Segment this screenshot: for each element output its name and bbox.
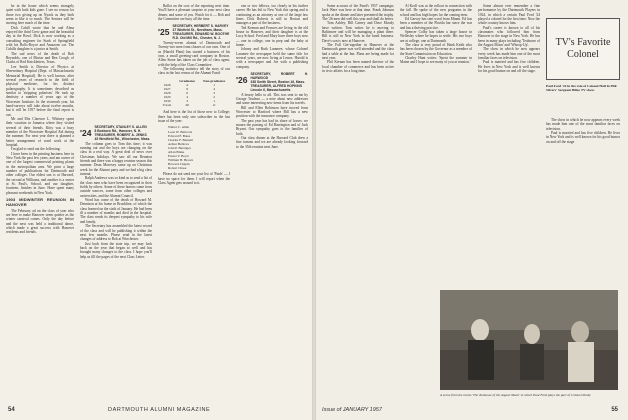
paragraph: The past year has had its share of losses: we mourn the passing of Ed Harrington and of Jack Bryant. Our sympathy goes to the families of both. — [236, 118, 308, 136]
paragraph: Ralph Andrews was so kind as to send a list of the class men who have been recognized in their fields by others. Some of these honors came from outside sources, some from other colleges and universities, and the Alumni Council. — [80, 176, 152, 198]
class-year-block — [80, 125, 152, 142]
table-cell: 11 — [212, 103, 216, 108]
paragraph: Ed Garvey has sent word from Miami. Ed has been a member of the Florida bar since the war and has a thriving practice. — [400, 17, 472, 30]
table-cell: 4 — [186, 95, 189, 100]
issue-date: Issue of JANUARY 1957 — [322, 407, 382, 413]
list-item: Edward F. Bates — [168, 133, 191, 138]
officer-line: 37 Winfield St., Needham, Mass. — [172, 28, 223, 33]
list-item: Ernest V. Boyd — [168, 154, 189, 159]
paragraph: The show in which he now appears every week has made him one of the most familiar faces on television. — [546, 118, 620, 131]
section-heading: 1903 MIDWINTER REUNION IN HANOVER — [6, 197, 74, 207]
table-cell: 4 — [213, 86, 215, 91]
list-item: Walter C. Allen — [168, 125, 190, 130]
table-header: Non-graduates — [203, 78, 226, 83]
table-header: Graduates — [179, 78, 196, 83]
right-footer — [322, 404, 620, 416]
list-item: Arthur Bellows — [168, 141, 190, 146]
list-item: Robert Chase — [168, 166, 187, 171]
paragraph: be in the house which seems strangely quiet with both kids gone. I see no reason for those two giving up on Nyack as they both seem to like it so much. The Seniors will be moving here much of the time. — [6, 4, 74, 26]
paragraph: Bill and Ellen Robinson have moved from Worcester to Hartford where Bill has a new position with the insurance company. — [236, 105, 308, 119]
paragraph: Word has come of the death of Howard M. Dennison at his home in Brookline, of which the class learned on the sixth of January. He had been ill a number of months and died in the hospital. The class sends its deepest sympathy to his wife and family. — [80, 198, 152, 224]
feature-title-line-2: Colonel — [567, 49, 599, 60]
paragraph: I'm glad to send out the following: — [11, 147, 61, 152]
class-year-block — [158, 24, 230, 41]
paragraph: Twenty-seven alumni of Dartmouth and Twenty-two men from classes of our own. One of us (Harold Plant) has started a business of his own, a small greeting-card company in Boston. Allen Stone has taken on the job of class agent, with the help of the Class Committee. — [158, 41, 230, 67]
table-cell: 6 — [186, 91, 189, 96]
officer-line: 338 Smith Street, Boston 16, Mass. — [250, 79, 306, 84]
paragraph: The Secretary has assembled the latest record of the class and will be publishing it within the next few months. Please send in the latest changes of address to Bob at Winchester. — [80, 224, 152, 242]
class-year: '24 — [80, 128, 92, 138]
paragraph: Paul's career is known to all of his classmates who followed him from Hanover to the stage in New York. He has been in many plays including 'Teahouse of the August Moon' and 'Whoop-Up'. — [478, 25, 540, 48]
officer-line: Lincoln 6, Massachusetts — [250, 87, 291, 92]
officer-line: SECRETARY, ROBERT H. HARWOOD — [250, 72, 308, 81]
list-item: William H. Brown — [168, 158, 194, 163]
feature-title-box — [546, 18, 620, 80]
table-cell: 1 — [213, 82, 215, 87]
feature-column-text — [478, 4, 540, 286]
table-cell: 26 — [185, 103, 189, 108]
table-cell: Totals — [162, 103, 172, 108]
page-number: 55 — [611, 407, 618, 413]
class-year: '26 — [236, 75, 248, 86]
left-column-2 — [80, 4, 152, 400]
names-list — [168, 125, 230, 170]
table-cell: 1928 — [163, 91, 171, 96]
paragraph: Paul is married and has five children. He lives in New York and is well known for his good humor on and off the stage. — [546, 131, 620, 144]
officer-line: 45 Westfield Rd., Winchester, Mass. — [94, 136, 151, 141]
table-cell: 1929 — [163, 95, 171, 100]
feature-column-continued — [546, 118, 620, 288]
page-number: 54 — [8, 407, 15, 413]
paragraph: Lee Smith is Director of Physics at Shrewsbury Hospital (Dept. of Massachusetts Memorial Hospital). He is well known, after several years of research in the field of physical medicine, for his distinct polarography. It is sometimes described as similar to 'stripping polarism.' He took up dentistry a number of years ago at the Worcester Institute. In the sixteenth year, his hand-surveys will take about twelve months, but it will be 1957 before the final report is out. — [6, 64, 74, 117]
caption-bold: Paul Ford '24 in the role of Colonel Hall in Phil Silvers' Sergeant Bilko TV show. — [546, 84, 617, 93]
table-row — [159, 103, 229, 107]
class-stats-table — [159, 79, 229, 108]
officer-line: TREASURER, ALFRED HOPKINS — [250, 83, 303, 88]
left-column-3 — [158, 4, 230, 400]
paragraph: Ballot on the cost of the reporting next time. You'll have a pleasant surprise at your next class dinner, and some of you. Watch for it — Bob and the Committee are busy all the time. — [158, 4, 230, 22]
paragraph: A hearty hello to all. This was sent to me by George Trudeau — a note about new addresses and some interesting new items from his travels. — [236, 92, 308, 106]
left-footer — [8, 404, 304, 416]
right-column-1 — [322, 4, 394, 400]
left-column-4 — [236, 4, 308, 400]
table-cell: 4 — [186, 82, 189, 87]
table-cell: 1930 — [163, 99, 171, 104]
magazine-title: DARTMOUTH ALUMNI MAGAZINE — [108, 407, 211, 413]
paragraph: I have been in the printing business here in New York the past few years, and am owner of one of the largest commercial printing plants in the metropolitan area. We print a large number of publications for Dartmouth and other colleges. Our eldest son is at Harvard, the second at Williams, and another is a senior at St. Paul's, School, and our daughter, fourteen, finishes in June. Have spent many pleasant weekends in New York. — [6, 151, 74, 195]
feature-title-line-1: TV's Favorite — [555, 37, 611, 48]
paragraph: The show in which he now appears every week has made him one of the most familiar faces on television. — [478, 47, 540, 61]
table-cell: 1 — [213, 99, 215, 104]
table-cell: 9 — [186, 86, 189, 91]
paragraph: The following statistics tell the story of our class in the last census of the Alumni Fund: — [158, 67, 230, 76]
table-cell: 3 — [213, 91, 215, 96]
movie-scene-photo — [440, 290, 618, 390]
class-officers — [94, 125, 150, 142]
table-cell: 1927 — [163, 86, 171, 91]
officer-line: 8 Boxboro Rd., Hanover, N. H. — [94, 128, 142, 133]
officer-line: TREASURER, ROBERT A. JENKS — [94, 132, 147, 137]
table-cell: 1926 — [163, 82, 171, 87]
paragraph: Al Kroll was at the rollout in connection with the fall. He spoke of the new programs in the school and has high hopes for the coming term. — [400, 4, 472, 17]
paragraph: one or two fellows, too clearly in his further career. He has left to New York this spring and is continuing as an attorney at one of the large law firms. Dick Roberts is still in Boston and manages a part of the business. — [236, 4, 308, 26]
paragraph: The Fall Get-together in Hanover at the Dartmouth game was well attended and the class had a table at the Inn. Plans are being made for next year. — [322, 43, 394, 61]
class-officers — [172, 24, 229, 41]
feature-caption — [546, 84, 620, 92]
list-item: Allan Blake — [168, 150, 185, 154]
class-year-block — [236, 72, 308, 93]
paragraph: The column goes to Tom this time; it was running out and the boys are changing on the class in a real way. A great deal of news over Christmas holidays. We saw all our Reunion friends and there was a happy reunion season this summer. Dean Morrisey came up on Christmas week for the Alumni party and we had a big class turnout. — [80, 141, 152, 177]
table-cell: 2 — [213, 95, 215, 100]
paragraph: The class is very proud of Hank Keith who has been chosen by the Governor as a member of the State Commission on Education. — [400, 43, 472, 56]
class-year: '25 — [158, 27, 170, 38]
left-page — [0, 0, 312, 420]
paragraph: And here is the list of those new to College; there has been only one subscriber in the last issue of the year: — [158, 110, 230, 124]
officer-line: SECRETARY, HERBERT S. HARVEY — [172, 24, 229, 29]
paragraph: Please do not send me your list of 'Finds' — I have no space for them. I will report when the Class Agent gets around to it. — [158, 172, 230, 186]
paragraph: Ted Keenan and Frances are living in the old house in Hanover, and their daughter is at the Lucy School. Fred and Mary have three boys now — one in college, one in prep and the baby at home. — [236, 25, 308, 48]
officer-line: R.D. Old Mill Rd., Chester, N. J. — [172, 36, 221, 41]
officer-line: SECRETARY, STANLEY S. ALLEN — [94, 125, 147, 129]
table-cell: 3 — [186, 99, 189, 104]
photo-caption: A scene from the movie 'The Teahouse of the August Moon' in which Paul Ford plays the part of Colonel Purdy. — [440, 393, 592, 397]
paragraph: Just back from the state trip, we may look back on the year that began so well and has brought many changes to the class. I hope you'll help us fill the pages of the next Class Letter. — [80, 241, 152, 259]
paragraph: Phil Kernan has been named director of the local chamber of commerce and has been active in civic affairs for a long time. — [322, 60, 394, 74]
paragraph: Our class dinner at the Harvard Club drew a fine turnout and we are already looking forward to the 35th reunion next June. — [236, 136, 308, 149]
list-item: John P. Beranger — [168, 145, 191, 150]
left-column-1 — [6, 4, 74, 400]
list-item: Charles F. Bennett — [168, 137, 194, 142]
paragraph: Tom Ashley, Bill Carney and Dave Moody have written. Tom writes he is moving to Baltimore and will be managing a plant there. Bill is still in New York in the bond business. Dave's son is now at Hanover. — [322, 21, 394, 43]
paragraph: The February ad on the class of year who are here to make Hanover seem quieter as the winter carnival comes. Only the day before and the next was held a traditional dance, which made a great success with Hanover residents and friends. — [6, 208, 74, 235]
list-item: Howard Chapin — [168, 162, 190, 167]
paragraph: The sad news of the death of Bob Reynolds, one of Mortar and Ben Coogh, of Clarks of Red Knickletters, Texas. — [6, 51, 74, 65]
paragraph: Some almost ever remember a fine performance by the Dartmouth Players in 1924, in which a certain Paul Ford '24 played a colonel for the first time. Now the whole country knows him. — [478, 4, 540, 26]
paragraph: Paul is married and has five children. He lives in New York and is well known for his good humor on and off the stage. — [478, 60, 540, 74]
paragraph: Dick Cahill wrote that he and Alma enjoyed the third Crew game and the beautiful day at the Bowl. Dick is now working as a consulting engineer for Stark of Springfield with his Rolls-Royce and Amazons car. The Cahills daughter is a junior at Smith. — [6, 25, 74, 52]
paragraph: Johnny and Ruth Laramee, whose Colonel Laramee the newspaper held the same title for several years, are now living at Lenox. Harold is with a newspaper and Joe with a publishing company. — [236, 47, 308, 69]
paragraph: Spencer Colby has taken a large house in Wellesley where he hopes to settle. His two boys are at college, one at Dartmouth. — [400, 30, 472, 43]
paragraph: Charley Hunt writes: 'Spent the summer in Maine and I hope to see many of you at reunion.' — [400, 56, 472, 65]
photo-illustration — [440, 290, 618, 390]
class-officers — [250, 72, 308, 93]
paragraph: Some account of the Fund's 1957 campaign; Jack Ware was here at that time. Frank Johnson spoke at the dinner and later presented the trophy. The '26 men did well this year and shall do better. — [322, 4, 394, 22]
officer-line: TREASURER, EDWARD W. BOOTHE — [172, 32, 230, 37]
list-item: Leon W. Babcock — [168, 129, 193, 134]
paragraph: Mr and Mrs Clarence L. Whitney spent their vacation in Jamaica where they visited several of their friends. Kitty was a busy member of the Worcester Hospital Aid during the summer. For next year there is planned a better arrangement of ward work at the hospital. — [6, 116, 74, 147]
